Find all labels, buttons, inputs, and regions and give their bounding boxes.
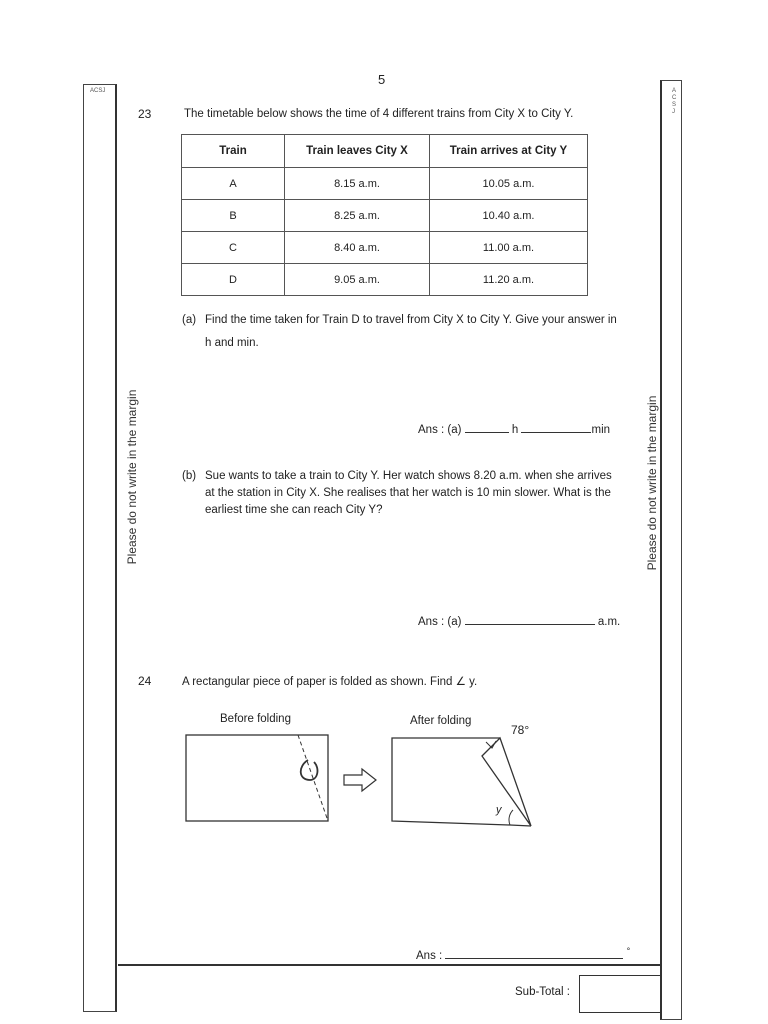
transform-arrow-icon [344, 769, 376, 791]
subtotal-box[interactable] [579, 975, 661, 1013]
question-24-text: A rectangular piece of paper is folded as shown. Find ∠ y. [182, 676, 478, 688]
left-margin-note: Please do not write in the margin [125, 389, 139, 565]
question-23-number: 23 [138, 107, 152, 121]
cell-arrives: 10.40 a.m. [430, 200, 588, 232]
page-number: 5 [378, 72, 386, 87]
part-a-unit-h: h [511, 424, 519, 436]
folded-flap [482, 738, 531, 826]
table-row [182, 168, 588, 200]
left-margin-bar [83, 84, 117, 1012]
part-a-unit-min: min [591, 424, 611, 436]
part-b-ans-prefix: Ans : (a) [418, 616, 462, 628]
part-b-label: (b) [182, 470, 197, 482]
header-train: Train [182, 135, 285, 168]
header-leaves: Train leaves City X [285, 135, 430, 168]
part-a-line1: Find the time taken for Train D to travel from City X to City Y. Give your answer in [205, 314, 617, 326]
cell-train: B [182, 200, 285, 232]
part-b-unit: a.m. [597, 616, 621, 628]
part-b-answer-blank[interactable] [465, 612, 595, 625]
part-a-line2: h and min. [205, 337, 259, 349]
right-margin-bar [660, 80, 682, 1020]
timetable-header-row [182, 135, 588, 168]
cell-leaves: 8.25 a.m. [285, 200, 430, 232]
cell-train: D [182, 264, 285, 296]
header-arrives: Train arrives at City Y [430, 135, 588, 168]
bottom-rule [118, 964, 660, 966]
cell-arrives: 11.20 a.m. [430, 264, 588, 296]
part-b-line3: earliest time she can reach City Y? [205, 504, 383, 516]
q24-ans-prefix: Ans : [416, 950, 443, 962]
part-b-answer [418, 612, 620, 628]
timetable [181, 134, 588, 296]
part-b-line1: Sue wants to take a train to City Y. Her watch shows 8.20 a.m. when she arrives [205, 470, 612, 482]
angle-y-marker [509, 810, 513, 825]
paper-after-outline [392, 738, 510, 825]
table-row [182, 232, 588, 264]
corner-code-left: ACSJ [90, 88, 106, 94]
angle-78-label: 78° [511, 723, 530, 737]
part-a-answer [418, 420, 610, 436]
question-24-answer [416, 946, 630, 962]
part-b-line2: at the station in City X. She realises that her watch is 10 min slower. What is the [205, 487, 611, 499]
cell-leaves: 8.15 a.m. [285, 168, 430, 200]
table-row [182, 264, 588, 296]
subtotal-label: Sub-Total : [515, 986, 570, 998]
right-margin-note: Please do not write in the margin [645, 395, 659, 571]
cell-leaves: 9.05 a.m. [285, 264, 430, 296]
cell-train: C [182, 232, 285, 264]
corner-code-right: A C S J [672, 88, 677, 115]
after-folding-label: After folding [410, 715, 472, 727]
part-a-hours-blank[interactable] [465, 420, 509, 433]
part-a-ans-prefix: Ans : (a) [418, 424, 462, 436]
paper-before-rect [186, 735, 328, 821]
before-folding-label: Before folding [220, 713, 291, 725]
part-a-label: (a) [182, 314, 197, 326]
cell-leaves: 8.40 a.m. [285, 232, 430, 264]
part-a-minutes-blank[interactable] [521, 420, 591, 433]
fold-arrow-icon [301, 760, 318, 780]
question-23-intro: The timetable below shows the time of 4 different trains from City X to City Y. [184, 108, 574, 120]
folding-diagram [180, 728, 540, 828]
cell-train: A [182, 168, 285, 200]
angle-78-marker [486, 741, 496, 748]
cell-arrives: 10.05 a.m. [430, 168, 588, 200]
angle-y-label: y [496, 804, 502, 816]
question-24-number: 24 [138, 674, 152, 688]
q24-answer-blank[interactable] [445, 946, 623, 959]
cell-arrives: 11.00 a.m. [430, 232, 588, 264]
table-row [182, 200, 588, 232]
q24-degree-unit: ° [626, 946, 631, 956]
